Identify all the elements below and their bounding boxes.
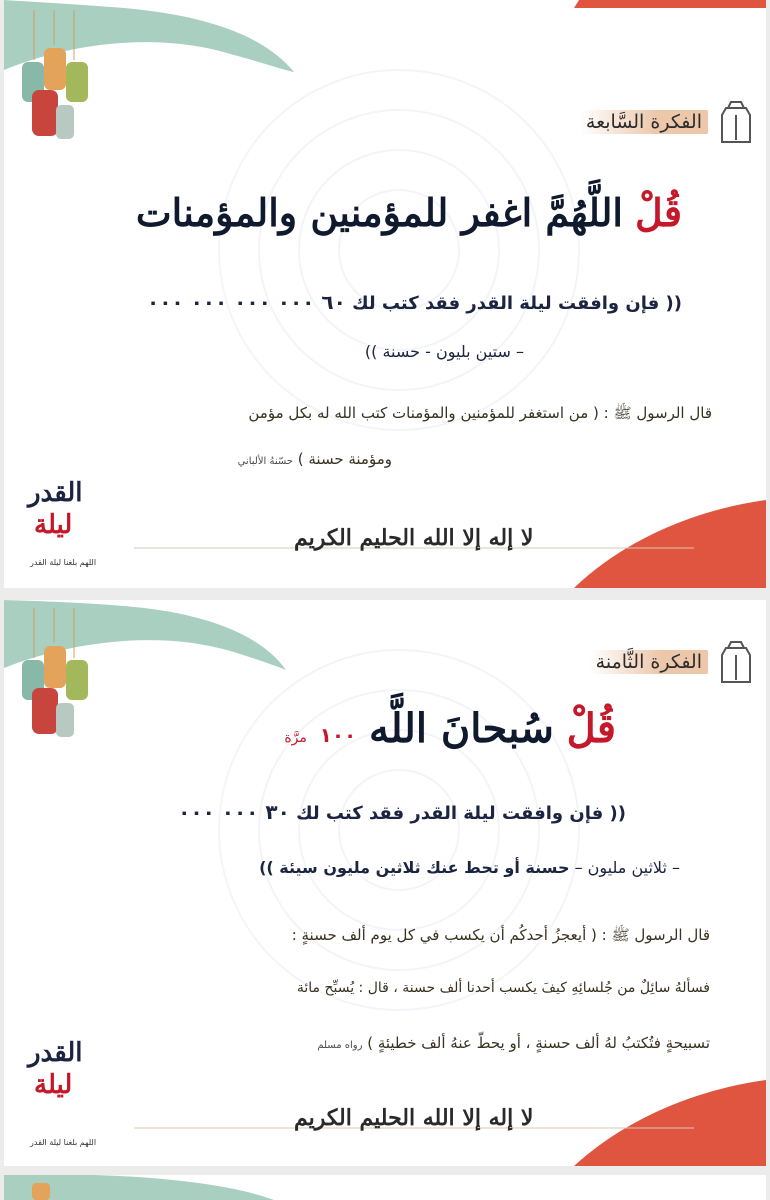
reward-line-2-a: – ثلاثين مليون – <box>574 858 680 877</box>
reward-number: ٣٠ ٠٠٠ ٠٠٠ <box>178 800 290 824</box>
card-decoration <box>4 600 766 1166</box>
hadith-line-3-text: تسبيحةٍ فتُكتبُ لهُ ألف حسنةٍ ، أو يحطّ عنهُ ألف خطيئةٍ ) <box>367 1034 710 1052</box>
title-count: ١٠٠ <box>319 723 357 747</box>
hadith-line-2 <box>238 450 392 468</box>
idea-card-7 <box>4 0 766 588</box>
logo-word-laylat: ليلة <box>34 1070 73 1100</box>
idea-card-partial <box>4 1175 766 1200</box>
calligraphy-dua: لا إله إلا الله الحليم الكريم <box>294 1105 534 1131</box>
hadith-line-3 <box>317 1034 710 1052</box>
logo-word-qadr: القدر <box>28 478 83 508</box>
idea-heading-label: الفكرة الثَّامنة <box>595 651 702 673</box>
logo-word-qadr: القدر <box>28 1038 83 1068</box>
title-prefix: قُلْ <box>566 705 616 752</box>
reward-line-2-b: حسنة أو تحط عنك ثلاثين مليون سيئة )) <box>259 858 570 877</box>
top-red-band <box>574 0 766 8</box>
mandala-watermark <box>219 650 579 1010</box>
mandala-watermark <box>219 70 579 430</box>
reward-text: (( فإن وافقت ليلة القدر فقد كتب لك <box>296 803 626 824</box>
idea-heading-label: الفكرة السَّابعة <box>585 111 702 133</box>
hadith-line-1 <box>292 926 710 948</box>
title-prefix: قُلْ <box>635 190 682 235</box>
reward-line-1 <box>178 800 626 824</box>
reward-line-2 <box>259 858 680 877</box>
reward-number: ٦٠ ٠٠٠ ٠٠٠ ٠٠٠ ٠٠٠ <box>146 290 346 314</box>
hadith-line-2-text: ومؤمنة حسنة ) <box>297 450 392 468</box>
title-text: سُبحانَ اللَّه <box>368 705 554 752</box>
reward-line-2-text: – ستين بليون - حسنة )) <box>364 342 524 361</box>
hadith-source: رواه مسلم <box>317 1040 363 1051</box>
reward-line-1 <box>147 290 682 314</box>
title-text: اللَّهُمَّ اغفر للمؤمنين والمؤمنات <box>135 190 623 235</box>
hadith-grade: حسّنهُ الألباني <box>237 456 293 467</box>
corner-red-shape <box>574 500 766 588</box>
lantern-outline-icon <box>722 102 750 142</box>
reward-line-2 <box>365 342 524 361</box>
main-title <box>284 705 616 752</box>
hadith-line-1 <box>248 404 712 426</box>
hadith-line-1-text: قال الرسول ﷺ : ( من استغفر للمؤمنين والمؤمنات كتب الله له بكل مؤمن <box>248 404 712 422</box>
idea-heading <box>590 650 708 674</box>
hadith-line-2 <box>297 980 710 996</box>
title-suffix: مرَّة <box>284 730 307 746</box>
card-decoration <box>4 1175 766 1200</box>
lantern-stub <box>32 1183 50 1200</box>
reward-text: (( فإن وافقت ليلة القدر فقد كتب لك <box>352 293 682 314</box>
idea-card-8 <box>4 600 766 1166</box>
hadith-line-1-text: قال الرسول ﷺ : ( أيعجزُ أحدكُم أن يكسب في كل يوم ألف حسنةٍ : <box>291 926 710 944</box>
corner-red-shape <box>574 1080 766 1166</box>
logo-tagline: اللهم بلغنا ليلة القدر <box>30 1138 97 1147</box>
main-title <box>136 190 682 235</box>
calligraphy-dua: لا إله إلا الله الحليم الكريم <box>294 525 534 551</box>
logo-tagline: اللهم بلغنا ليلة القدر <box>30 558 97 567</box>
hadith-line-2-text: فسألهُ سائِلٌ من جُلسائِهِ كيفَ يكسب أحدنا ألف حسنة ، قال : يُسبِّح مائة <box>296 980 710 996</box>
lantern-outline-icon <box>722 642 750 682</box>
logo-word-laylat: ليلة <box>34 510 73 540</box>
idea-heading <box>580 110 708 134</box>
